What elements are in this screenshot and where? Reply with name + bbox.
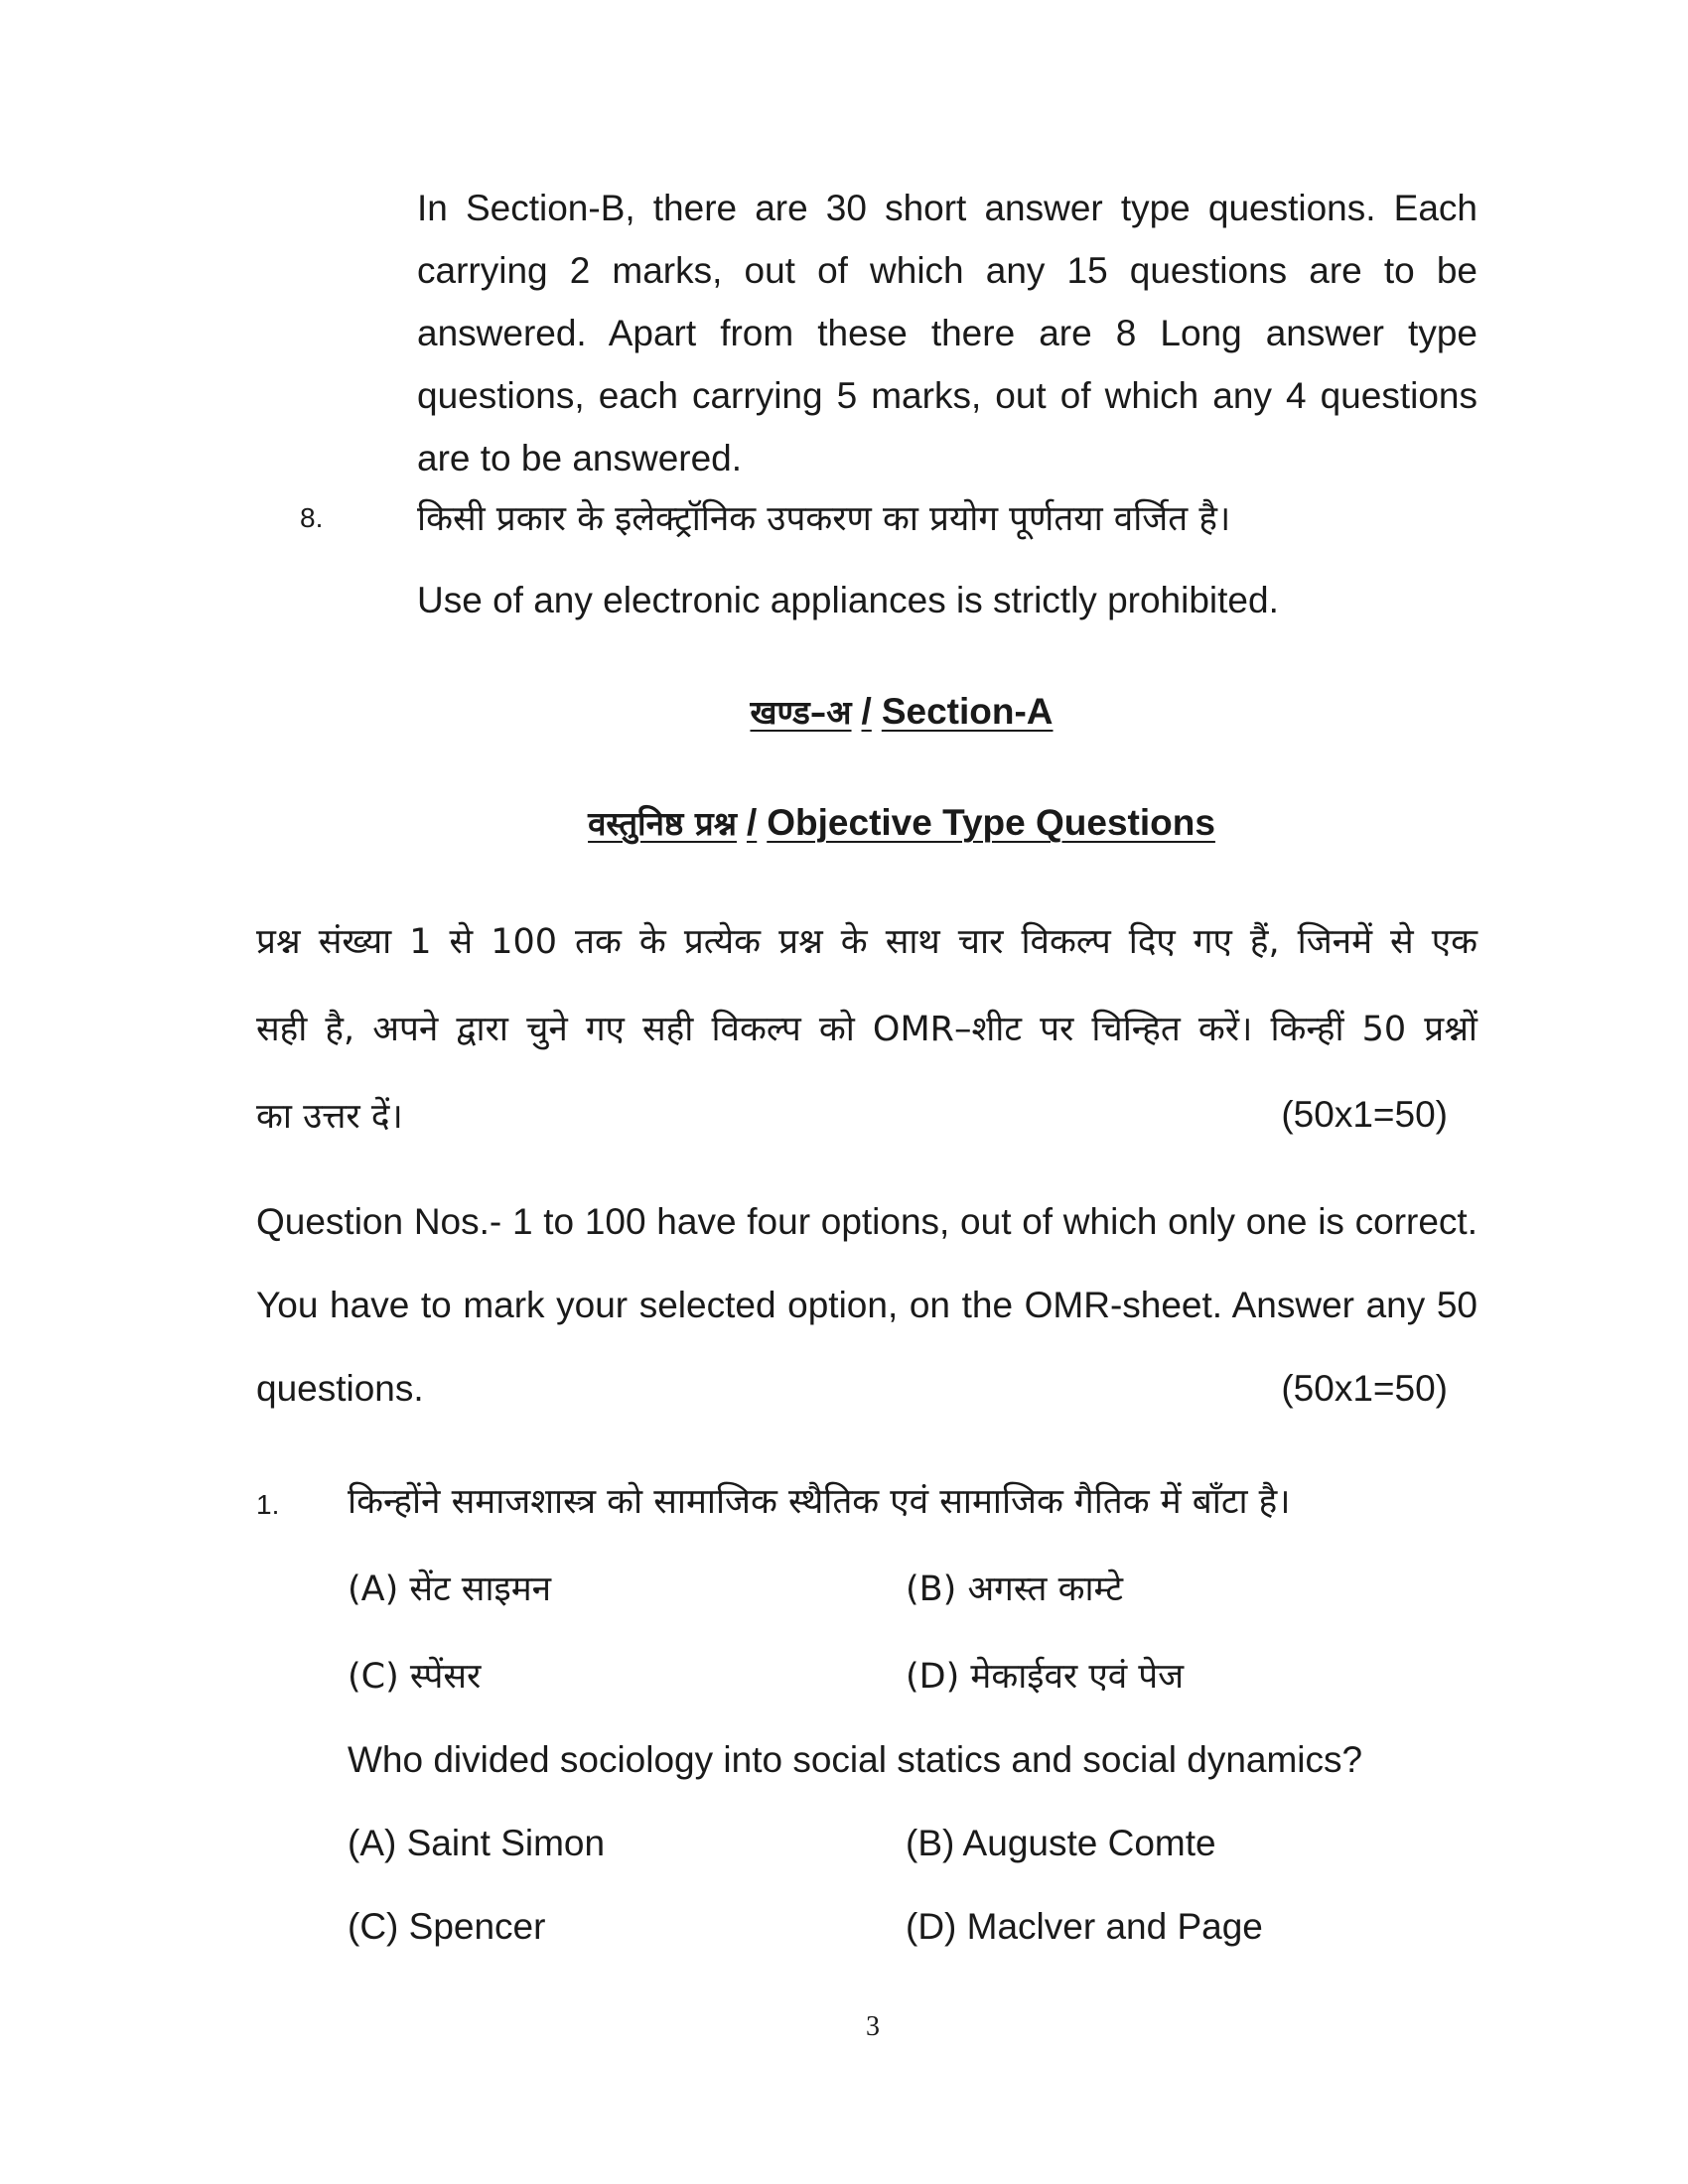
section-heading [58,689,1688,734]
instruction-number: 8. [300,502,324,533]
directions-hindi-line-3: का उत्तर दें। [256,1097,403,1137]
option-d-hindi: (D) मेकाईवर एवं पेज [906,1657,1185,1697]
option-a-hindi: (A) सेंट साइमन [348,1570,552,1609]
option-b-english: (B) Auguste Comte [906,1823,1216,1863]
section-heading-separator: / [861,691,872,732]
section-b-instruction: In Section-B, there are 30 short answer type questions. Each carrying 2 marks, out of which any 15 questions are to be answered. Apart from these there are 8 Long answer type questions, each carrying 5 marks, out of which any 4 questions are to be answered. [417,188,1477,478]
subheading-hindi: वस्तुनिष्ठ प्रश्न [588,804,737,843]
option-d-english: (D) Maclver and Page [906,1906,1263,1947]
question-hindi: किन्होंने समाजशास्त्र को सामाजिक स्थैतिक एवं सामाजिक गैतिक में बाँटा है। [348,1482,1291,1522]
directions-english-marks: (50x1=50) [1281,1368,1448,1409]
option-a-english: (A) Saint Simon [348,1823,606,1863]
page-number: 3 [866,2011,880,2042]
subheading-english: Objective Type Questions [767,802,1215,843]
directions-english-line-1: Question Nos.- 1 to 100 have four options, out of which only one is correct. [256,1201,1477,1242]
question-number: 1. [256,1489,280,1520]
instruction-english: Use of any electronic appliances is strictly prohibited. [417,580,1279,620]
section-heading-hindi: खण्ड–अ [750,693,852,732]
directions-hindi-marks: (50x1=50) [1281,1094,1448,1135]
section-heading-english: Section-A [881,691,1054,732]
subheading [58,800,1688,845]
instruction-hindi: किसी प्रकार के इलेक्ट्रॉनिक उपकरण का प्रयोग पूर्णतया वर्जित है। [417,499,1231,539]
option-b-hindi: (B) अगस्त काम्टे [906,1570,1124,1609]
option-c-english: (C) Spencer [348,1906,546,1947]
directions-english-line-3: questions. [256,1368,424,1409]
subheading-separator: / [746,802,758,843]
option-c-hindi: (C) स्पेंसर [348,1657,482,1697]
question-english: Who divided sociology into social statics and social dynamics? [348,1739,1363,1780]
directions-hindi-line-1: प्रश्न संख्या 1 से 100 तक के प्रत्येक प्रश्न के साथ चार विकल्प दिए गए हैं, जिनमें से एक [256,922,1477,962]
directions-hindi-line-2: सही है, अपने द्वारा चुने गए सही विकल्प को OMR–शीट पर चिन्हित करें। किन्हीं 50 प्रश्नों [256,1010,1477,1049]
directions-english-line-2: You have to mark your selected option, on the OMR-sheet. Answer any 50 [256,1285,1477,1325]
